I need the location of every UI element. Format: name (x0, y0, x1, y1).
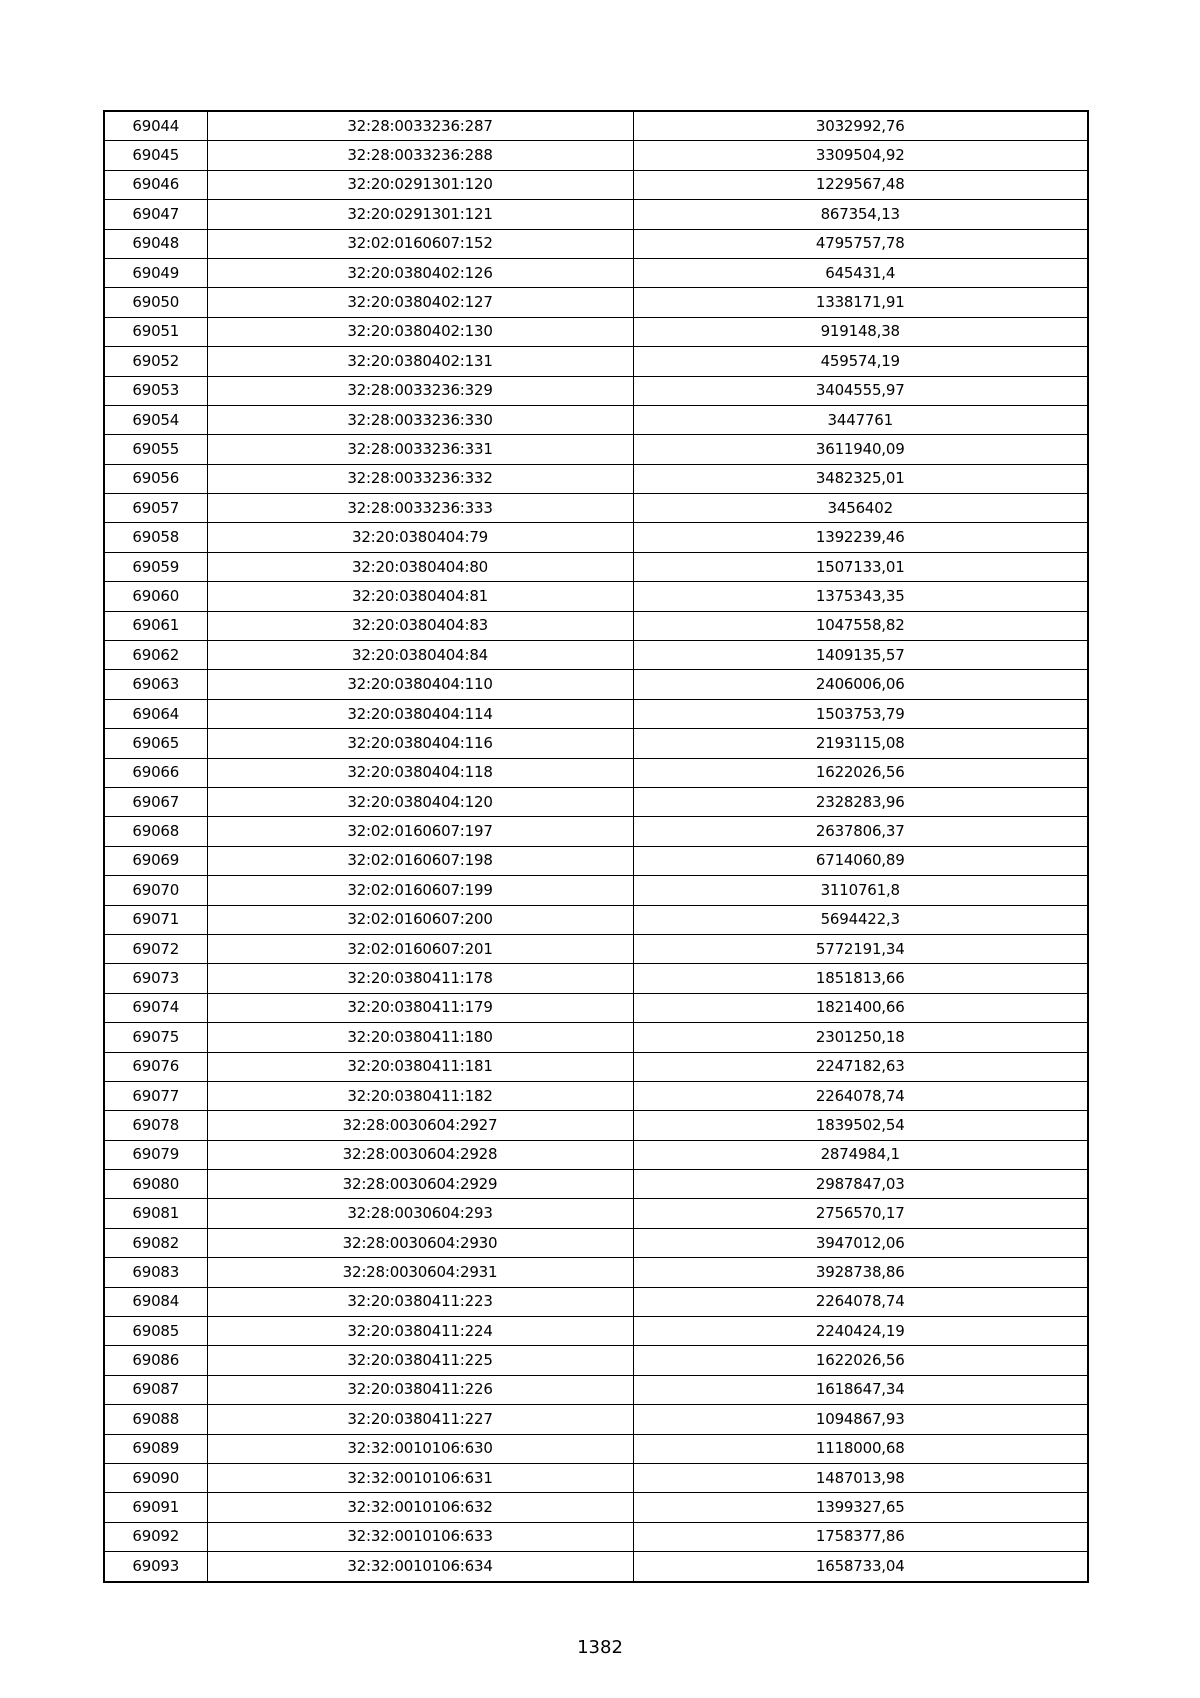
table-row (104, 699, 1088, 728)
row-number-cell: 69087 (104, 1375, 207, 1404)
row-number-cell: 69070 (104, 876, 207, 905)
row-number-cell: 69059 (104, 552, 207, 581)
cadastral-number-cell: 32:20:0380411:178 (207, 964, 633, 993)
cadastral-number-cell: 32:28:0033236:329 (207, 376, 633, 405)
cadastral-number-cell: 32:28:0033236:332 (207, 464, 633, 493)
table-row (104, 464, 1088, 493)
cadastral-number-cell: 32:20:0380404:120 (207, 787, 633, 816)
value-cell: 1618647,34 (633, 1375, 1088, 1404)
table-row (104, 288, 1088, 317)
table-row (104, 376, 1088, 405)
cadastral-number-cell: 32:32:0010106:634 (207, 1552, 633, 1582)
row-number-cell: 69092 (104, 1522, 207, 1551)
table-row (104, 200, 1088, 229)
value-cell: 1409135,57 (633, 641, 1088, 670)
value-cell: 1118000,68 (633, 1434, 1088, 1463)
cadastral-number-cell: 32:28:0030604:2928 (207, 1140, 633, 1169)
row-number-cell: 69044 (104, 111, 207, 141)
cadastral-number-cell: 32:32:0010106:633 (207, 1522, 633, 1551)
row-number-cell: 69083 (104, 1258, 207, 1287)
value-cell: 2301250,18 (633, 1023, 1088, 1052)
row-number-cell: 69073 (104, 964, 207, 993)
value-cell: 1622026,56 (633, 758, 1088, 787)
value-cell: 1839502,54 (633, 1111, 1088, 1140)
value-cell: 3928738,86 (633, 1258, 1088, 1287)
value-cell: 1229567,48 (633, 170, 1088, 199)
row-number-cell: 69078 (104, 1111, 207, 1140)
row-number-cell: 69049 (104, 258, 207, 287)
cadastral-number-cell: 32:28:0030604:2927 (207, 1111, 633, 1140)
value-cell: 1507133,01 (633, 552, 1088, 581)
value-cell: 2328283,96 (633, 787, 1088, 816)
value-cell: 2264078,74 (633, 1287, 1088, 1316)
cadastral-number-cell: 32:20:0380411:225 (207, 1346, 633, 1375)
value-cell: 2756570,17 (633, 1199, 1088, 1228)
cadastral-number-cell: 32:32:0010106:632 (207, 1493, 633, 1522)
cadastral-number-cell: 32:28:0030604:2931 (207, 1258, 633, 1287)
value-cell: 2193115,08 (633, 729, 1088, 758)
row-number-cell: 69052 (104, 347, 207, 376)
table-row (104, 1346, 1088, 1375)
cadastral-number-cell: 32:20:0380411:181 (207, 1052, 633, 1081)
cadastral-number-cell: 32:20:0380411:182 (207, 1081, 633, 1110)
table-row (104, 1023, 1088, 1052)
row-number-cell: 69053 (104, 376, 207, 405)
cadastral-number-cell: 32:20:0380404:80 (207, 552, 633, 581)
value-cell: 459574,19 (633, 347, 1088, 376)
cadastral-number-cell: 32:28:0033236:330 (207, 405, 633, 434)
value-cell: 1094867,93 (633, 1405, 1088, 1434)
cadastral-number-cell: 32:28:0033236:287 (207, 111, 633, 141)
row-number-cell: 69065 (104, 729, 207, 758)
value-cell: 3309504,92 (633, 141, 1088, 170)
row-number-cell: 69090 (104, 1463, 207, 1492)
value-cell: 2874984,1 (633, 1140, 1088, 1169)
value-cell: 5694422,3 (633, 905, 1088, 934)
cadastral-number-cell: 32:02:0160607:198 (207, 846, 633, 875)
cadastral-number-cell: 32:02:0160607:199 (207, 876, 633, 905)
table-row (104, 1375, 1088, 1404)
cadastral-number-cell: 32:02:0160607:201 (207, 934, 633, 963)
value-cell: 2264078,74 (633, 1081, 1088, 1110)
row-number-cell: 69055 (104, 435, 207, 464)
table-row (104, 1405, 1088, 1434)
cadastral-number-cell: 32:28:0033236:288 (207, 141, 633, 170)
value-cell: 2406006,06 (633, 670, 1088, 699)
table-row (104, 876, 1088, 905)
table-row (104, 347, 1088, 376)
value-cell: 1758377,86 (633, 1522, 1088, 1551)
row-number-cell: 69088 (104, 1405, 207, 1434)
cadastral-number-cell: 32:02:0160607:197 (207, 817, 633, 846)
cadastral-number-cell: 32:20:0380404:114 (207, 699, 633, 728)
row-number-cell: 69093 (104, 1552, 207, 1582)
table-row (104, 258, 1088, 287)
cadastral-number-cell: 32:20:0380411:226 (207, 1375, 633, 1404)
row-number-cell: 69069 (104, 846, 207, 875)
value-cell: 2247182,63 (633, 1052, 1088, 1081)
table-row (104, 405, 1088, 434)
cadastral-number-cell: 32:20:0380402:130 (207, 317, 633, 346)
value-cell: 6714060,89 (633, 846, 1088, 875)
cadastral-number-cell: 32:28:0030604:2929 (207, 1170, 633, 1199)
row-number-cell: 69064 (104, 699, 207, 728)
value-cell: 3456402 (633, 494, 1088, 523)
cadastral-number-cell: 32:32:0010106:630 (207, 1434, 633, 1463)
table-row (104, 435, 1088, 464)
table-row (104, 1228, 1088, 1257)
table-row (104, 641, 1088, 670)
table-row (104, 964, 1088, 993)
table-row (104, 1552, 1088, 1582)
table-row (104, 111, 1088, 141)
row-number-cell: 69072 (104, 934, 207, 963)
cadastral-number-cell: 32:32:0010106:631 (207, 1463, 633, 1492)
value-cell: 1392239,46 (633, 523, 1088, 552)
value-cell: 867354,13 (633, 200, 1088, 229)
table-row (104, 670, 1088, 699)
cadastral-number-cell: 32:20:0380404:83 (207, 611, 633, 640)
table-row (104, 582, 1088, 611)
table-row (104, 1463, 1088, 1492)
value-cell: 3482325,01 (633, 464, 1088, 493)
value-cell: 1658733,04 (633, 1552, 1088, 1582)
value-cell: 3110761,8 (633, 876, 1088, 905)
row-number-cell: 69084 (104, 1287, 207, 1316)
row-number-cell: 69061 (104, 611, 207, 640)
value-cell: 4795757,78 (633, 229, 1088, 258)
table-row (104, 552, 1088, 581)
value-cell: 3611940,09 (633, 435, 1088, 464)
cadastral-number-cell: 32:20:0380411:227 (207, 1405, 633, 1434)
table-row (104, 993, 1088, 1022)
page-number: 1382 (577, 1637, 623, 1658)
cadastral-number-cell: 32:20:0291301:120 (207, 170, 633, 199)
value-cell: 3404555,97 (633, 376, 1088, 405)
row-number-cell: 69066 (104, 758, 207, 787)
table-row (104, 141, 1088, 170)
cadastral-number-cell: 32:02:0160607:152 (207, 229, 633, 258)
data-table (103, 110, 1089, 1583)
row-number-cell: 69056 (104, 464, 207, 493)
row-number-cell: 69075 (104, 1023, 207, 1052)
table-row (104, 494, 1088, 523)
value-cell: 3032992,76 (633, 111, 1088, 141)
table-row (104, 905, 1088, 934)
row-number-cell: 69079 (104, 1140, 207, 1169)
cadastral-number-cell: 32:20:0291301:121 (207, 200, 633, 229)
cadastral-number-cell: 32:28:0033236:333 (207, 494, 633, 523)
table-row (104, 229, 1088, 258)
row-number-cell: 69068 (104, 817, 207, 846)
table-row (104, 317, 1088, 346)
table-row (104, 523, 1088, 552)
cadastral-number-cell: 32:20:0380411:179 (207, 993, 633, 1022)
table-row (104, 611, 1088, 640)
table-row (104, 1170, 1088, 1199)
value-cell: 645431,4 (633, 258, 1088, 287)
value-cell: 3447761 (633, 405, 1088, 434)
value-cell: 5772191,34 (633, 934, 1088, 963)
value-cell: 1399327,65 (633, 1493, 1088, 1522)
table-row (104, 1493, 1088, 1522)
table-row (104, 1052, 1088, 1081)
table-row (104, 1434, 1088, 1463)
table-row (104, 1522, 1088, 1551)
value-cell: 2987847,03 (633, 1170, 1088, 1199)
row-number-cell: 69050 (104, 288, 207, 317)
value-cell: 1338171,91 (633, 288, 1088, 317)
value-cell: 1375343,35 (633, 582, 1088, 611)
row-number-cell: 69046 (104, 170, 207, 199)
value-cell: 1487013,98 (633, 1463, 1088, 1492)
table-row (104, 758, 1088, 787)
row-number-cell: 69081 (104, 1199, 207, 1228)
row-number-cell: 69062 (104, 641, 207, 670)
cadastral-number-cell: 32:28:0030604:2930 (207, 1228, 633, 1257)
table-row (104, 846, 1088, 875)
cadastral-number-cell: 32:20:0380402:131 (207, 347, 633, 376)
table-row (104, 1317, 1088, 1346)
row-number-cell: 69063 (104, 670, 207, 699)
cadastral-number-cell: 32:20:0380411:180 (207, 1023, 633, 1052)
row-number-cell: 69048 (104, 229, 207, 258)
row-number-cell: 69091 (104, 1493, 207, 1522)
cadastral-number-cell: 32:20:0380402:127 (207, 288, 633, 317)
cadastral-number-cell: 32:20:0380411:224 (207, 1317, 633, 1346)
table-row (104, 1081, 1088, 1110)
cadastral-number-cell: 32:02:0160607:200 (207, 905, 633, 934)
value-cell: 2240424,19 (633, 1317, 1088, 1346)
row-number-cell: 69047 (104, 200, 207, 229)
cadastral-number-cell: 32:20:0380411:223 (207, 1287, 633, 1316)
row-number-cell: 69076 (104, 1052, 207, 1081)
value-cell: 1047558,82 (633, 611, 1088, 640)
cadastral-number-cell: 32:20:0380404:118 (207, 758, 633, 787)
table-row (104, 1111, 1088, 1140)
cadastral-number-cell: 32:20:0380404:110 (207, 670, 633, 699)
cadastral-number-cell: 32:28:0033236:331 (207, 435, 633, 464)
row-number-cell: 69058 (104, 523, 207, 552)
value-cell: 919148,38 (633, 317, 1088, 346)
row-number-cell: 69080 (104, 1170, 207, 1199)
table-row (104, 1258, 1088, 1287)
table-row (104, 729, 1088, 758)
row-number-cell: 69067 (104, 787, 207, 816)
cadastral-number-cell: 32:20:0380404:81 (207, 582, 633, 611)
table-row (104, 787, 1088, 816)
table-row (104, 170, 1088, 199)
value-cell: 1503753,79 (633, 699, 1088, 728)
row-number-cell: 69051 (104, 317, 207, 346)
value-cell: 1821400,66 (633, 993, 1088, 1022)
cadastral-number-cell: 32:28:0030604:293 (207, 1199, 633, 1228)
row-number-cell: 69057 (104, 494, 207, 523)
cadastral-number-cell: 32:20:0380404:79 (207, 523, 633, 552)
value-cell: 3947012,06 (633, 1228, 1088, 1257)
table-row (104, 1287, 1088, 1316)
row-number-cell: 69082 (104, 1228, 207, 1257)
row-number-cell: 69077 (104, 1081, 207, 1110)
row-number-cell: 69085 (104, 1317, 207, 1346)
row-number-cell: 69045 (104, 141, 207, 170)
data-table-body (104, 111, 1088, 1582)
cadastral-number-cell: 32:20:0380402:126 (207, 258, 633, 287)
row-number-cell: 69074 (104, 993, 207, 1022)
row-number-cell: 69089 (104, 1434, 207, 1463)
value-cell: 2637806,37 (633, 817, 1088, 846)
row-number-cell: 69054 (104, 405, 207, 434)
table-row (104, 1199, 1088, 1228)
table-row (104, 934, 1088, 963)
row-number-cell: 69086 (104, 1346, 207, 1375)
value-cell: 1851813,66 (633, 964, 1088, 993)
cadastral-number-cell: 32:20:0380404:116 (207, 729, 633, 758)
row-number-cell: 69071 (104, 905, 207, 934)
table-row (104, 1140, 1088, 1169)
cadastral-number-cell: 32:20:0380404:84 (207, 641, 633, 670)
row-number-cell: 69060 (104, 582, 207, 611)
value-cell: 1622026,56 (633, 1346, 1088, 1375)
table-row (104, 817, 1088, 846)
